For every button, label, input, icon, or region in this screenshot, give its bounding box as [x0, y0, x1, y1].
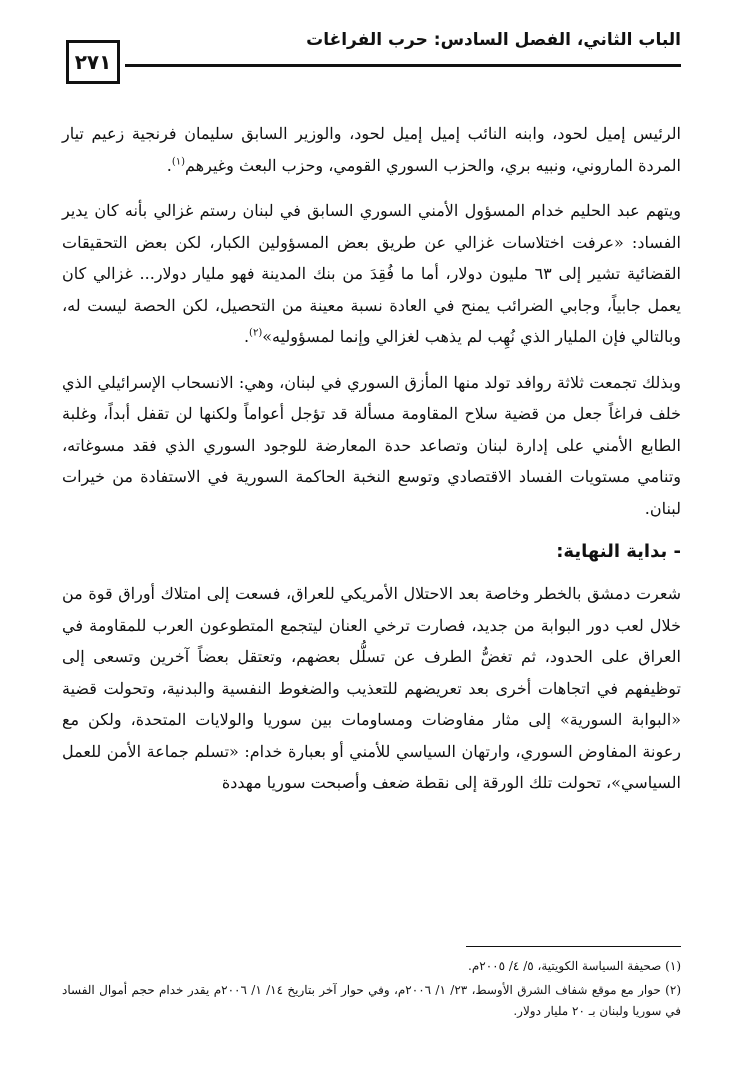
footnotes — [62, 956, 681, 1025]
paragraph-3 — [62, 367, 681, 525]
paragraph-4-text: شعرت دمشق بالخطر وخاصة بعد الاحتلال الأمريكي للعراق، فسعت إلى امتلاك أوراق قوة من خلال لعب دور البوابة من جديد، فصارت ترخي العنان ليتجمع المتطوعون العرب للمقاومة في العراق على الحدود، ثم تغضُّ الطرف عن تسلُّل بعضهم، وتعتقل بعضاً آخرين وتسعى إلى توظيفهم في اتجاهات أخرى بعد تعريضهم للتعذيب والضغوط النفسية والبدنية، وتحولت قضية «البوابة السورية» إلى مثار مفاوضات ومساومات بين سوريا والولايات المتحدة، ولكن مع رعونة المفاوض السوري، وارتهان السياسي للأمني أو بعبارة خدام: «تسلم جماعة الأمن للعمل السياسي»، تحولت تلك الورقة إلى نقطة ضعف وأصبحت سوريا مهددة — [62, 584, 682, 792]
section-heading: - بداية النهاية: — [556, 541, 681, 562]
paragraph-2 — [62, 195, 681, 353]
paragraph-2-end: . — [243, 327, 250, 346]
paragraph-1-end: . — [166, 155, 172, 175]
footnote-ref-2: (٢) — [249, 327, 263, 339]
footnote-2: (٢) حوار مع موقع شفاف الشرق الأوسط، ٢٣/ ١/ ٢٠٠٦م، وفي حوار آخر بتاريخ ١٤/ ١/ ٢٠٠٦م يقدر خدام حجم أموال الفساد في سوريا ولبنان بـ ٢٠ مليار دولار. — [62, 983, 681, 1018]
paragraph-1-text: الرئيس إميل لحود، وابنه النائب إميل إميل لحود، والوزير السابق سليمان فرنجية زعيم تيار المردة الماروني، ونبيه بري، والحزب السوري القومي، وحزب البعث وغيرهم — [62, 124, 681, 175]
footnote-separator — [466, 946, 681, 947]
paragraph-2-text: ويتهم عبد الحليم خدام المسؤول الأمني السوري السابق في لبنان رستم غزالي بأنه كان يدير الفساد: «عرفت اختلاسات غزالي عن طريق بعض المسؤولين الكبار، لكن بعض التحقيقات القضائية تشير إلى ٦٣ مليون دولار، أما ما فُقِدَ من بنك المدينة فهو مليار دولار... غزالي كان يعمل جابياً، وجابي الضرائب يمنح في العادة نسبة معينة من التحصيل، لكن الحصة ليست له، وبالتالي فإن المليار الذي نُهِب لم يذهب لغزالي وإنما لمسؤوليه» — [62, 201, 682, 346]
body-text — [62, 118, 681, 813]
header-rule — [125, 64, 681, 67]
paragraph-1 — [62, 118, 681, 181]
page-number: ٢٧١ — [66, 40, 120, 84]
paragraph-4 — [62, 578, 681, 799]
running-header-title: الباب الثاني، الفصل السادس: حرب الفراغات — [306, 30, 681, 50]
footnote-1: (١) صحيفة السياسة الكويتية، ٥/ ٤/ ٢٠٠٥م. — [468, 959, 681, 973]
footnote-ref-1: (١) — [171, 156, 186, 168]
paragraph-3-text: وبذلك تجمعت ثلاثة روافد تولد منها المأزق السوري في لبنان، وهي: الانسحاب الإسرائيلي الذي خلف فراغاً جعل من قضية سلاح المقاومة مسألة قد تؤجل أعواماً ولكنها لن تقفل أبداً، وغلبة الطابع الأمني على إدارة لبنان وتصاعد حدة المعارضة للوجود السوري الذي فقد مسوغاته، وتنامي مستويات الفساد الاقتصادي وتوسع النخبة الحاكمة السورية في الاستفادة من خيرات لبنان. — [62, 372, 681, 518]
